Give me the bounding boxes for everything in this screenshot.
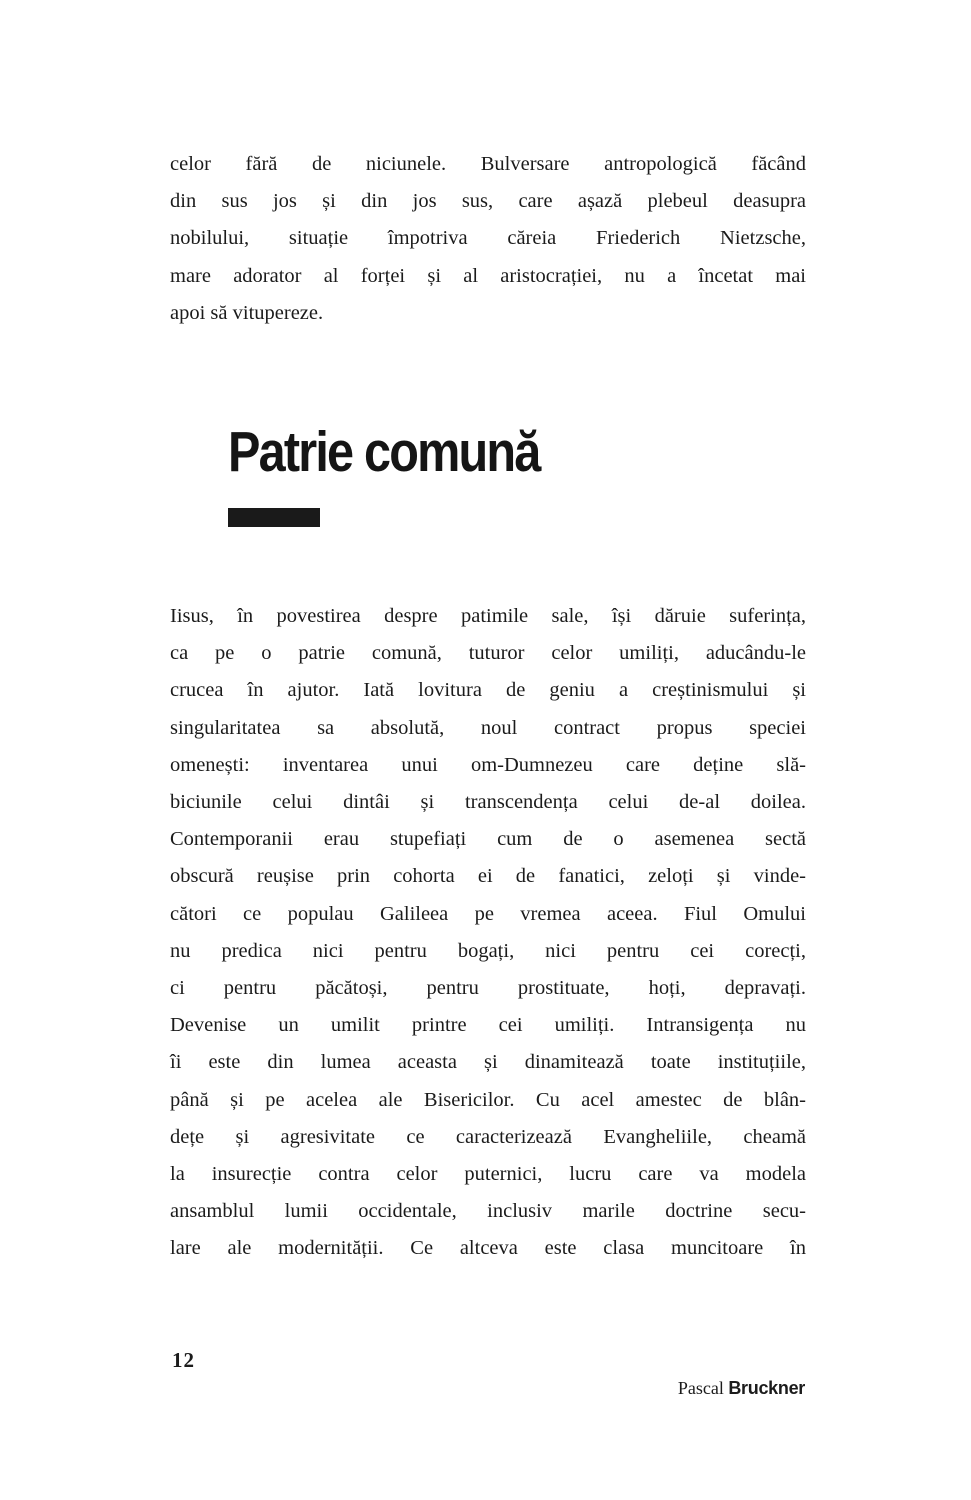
footer-author-last-name: Bruckner bbox=[728, 1378, 805, 1398]
body-paragraph bbox=[170, 598, 806, 1268]
text-line: mare adorator al forței și al aristocrației, nu a încetat mai bbox=[170, 264, 806, 287]
text-line: Iisus, în povestirea despre patimile sale, își dăruie suferința, bbox=[170, 605, 806, 627]
text-line: Devenise un umilit printre cei umiliți. Intransigența nu bbox=[170, 1014, 806, 1037]
text-line: ci pentru păcătoși, pentru prostituate, hoți, depravați. bbox=[170, 977, 806, 1000]
page-number: 12 bbox=[172, 1348, 195, 1372]
chapter-title: Patrie comună bbox=[228, 421, 540, 484]
text-line: nobilului, situație împotriva căreia Friederich Nietzsche, bbox=[170, 227, 806, 250]
text-line: nu predica nici pentru bogați, nici pentru cei corecți, bbox=[170, 939, 806, 962]
text-line: Contemporanii erau stupefiați cum de o asemenea sectă bbox=[170, 828, 806, 851]
text-line: omenești: inventarea unui om-Dumnezeu care deține slă- bbox=[170, 753, 806, 776]
text-line: dețe și agresivitate ce caracterizează Evangheliile, cheamă bbox=[170, 1125, 806, 1148]
text-line: ansamblul lumii occidentale, inclusiv marile doctrine secu- bbox=[170, 1200, 806, 1223]
text-line: îi este din lumea aceasta și dinamitează toate instituțiile, bbox=[170, 1051, 806, 1074]
text-line: singularitatea sa absolută, noul contract propus speciei bbox=[170, 716, 806, 739]
intro-paragraph-lines bbox=[170, 146, 806, 295]
text-line: lare ale modernității. Ce altceva este clasa muncitoare în bbox=[170, 1237, 806, 1260]
text-line: din sus jos și din jos sus, care așază plebeul deasupra bbox=[170, 190, 806, 213]
intro-paragraph-last-line: apoi să vitupereze. bbox=[170, 301, 324, 324]
text-line: crucea în ajutor. Iată lovitura de geniu a creștinismului și bbox=[170, 679, 806, 702]
footer-author-first-name: Pascal bbox=[677, 1378, 724, 1398]
body-paragraph-lines bbox=[170, 598, 806, 1268]
text-line: obscură reușise prin cohorta ei de fanatici, zeloți și vinde- bbox=[170, 865, 806, 888]
text-line: ca pe o patrie comună, tuturor celor umiliți, aducându-le bbox=[170, 642, 806, 665]
text-line: celor fără de niciunele. Bulversare antropologică făcând bbox=[170, 153, 806, 175]
chapter-title-rule bbox=[228, 508, 320, 527]
intro-paragraph bbox=[170, 146, 806, 332]
text-line: la insurecție contra celor puternici, lucru care va modela bbox=[170, 1163, 806, 1186]
footer-author bbox=[678, 1378, 805, 1399]
text-line: biciunile celui dintâi și transcendența celui de-al doilea. bbox=[170, 791, 806, 814]
text-line: până și pe acelea ale Bisericilor. Cu acel amestec de blân- bbox=[170, 1088, 806, 1111]
text-line: cători ce populau Galileea pe vremea aceea. Fiul Omului bbox=[170, 902, 806, 925]
